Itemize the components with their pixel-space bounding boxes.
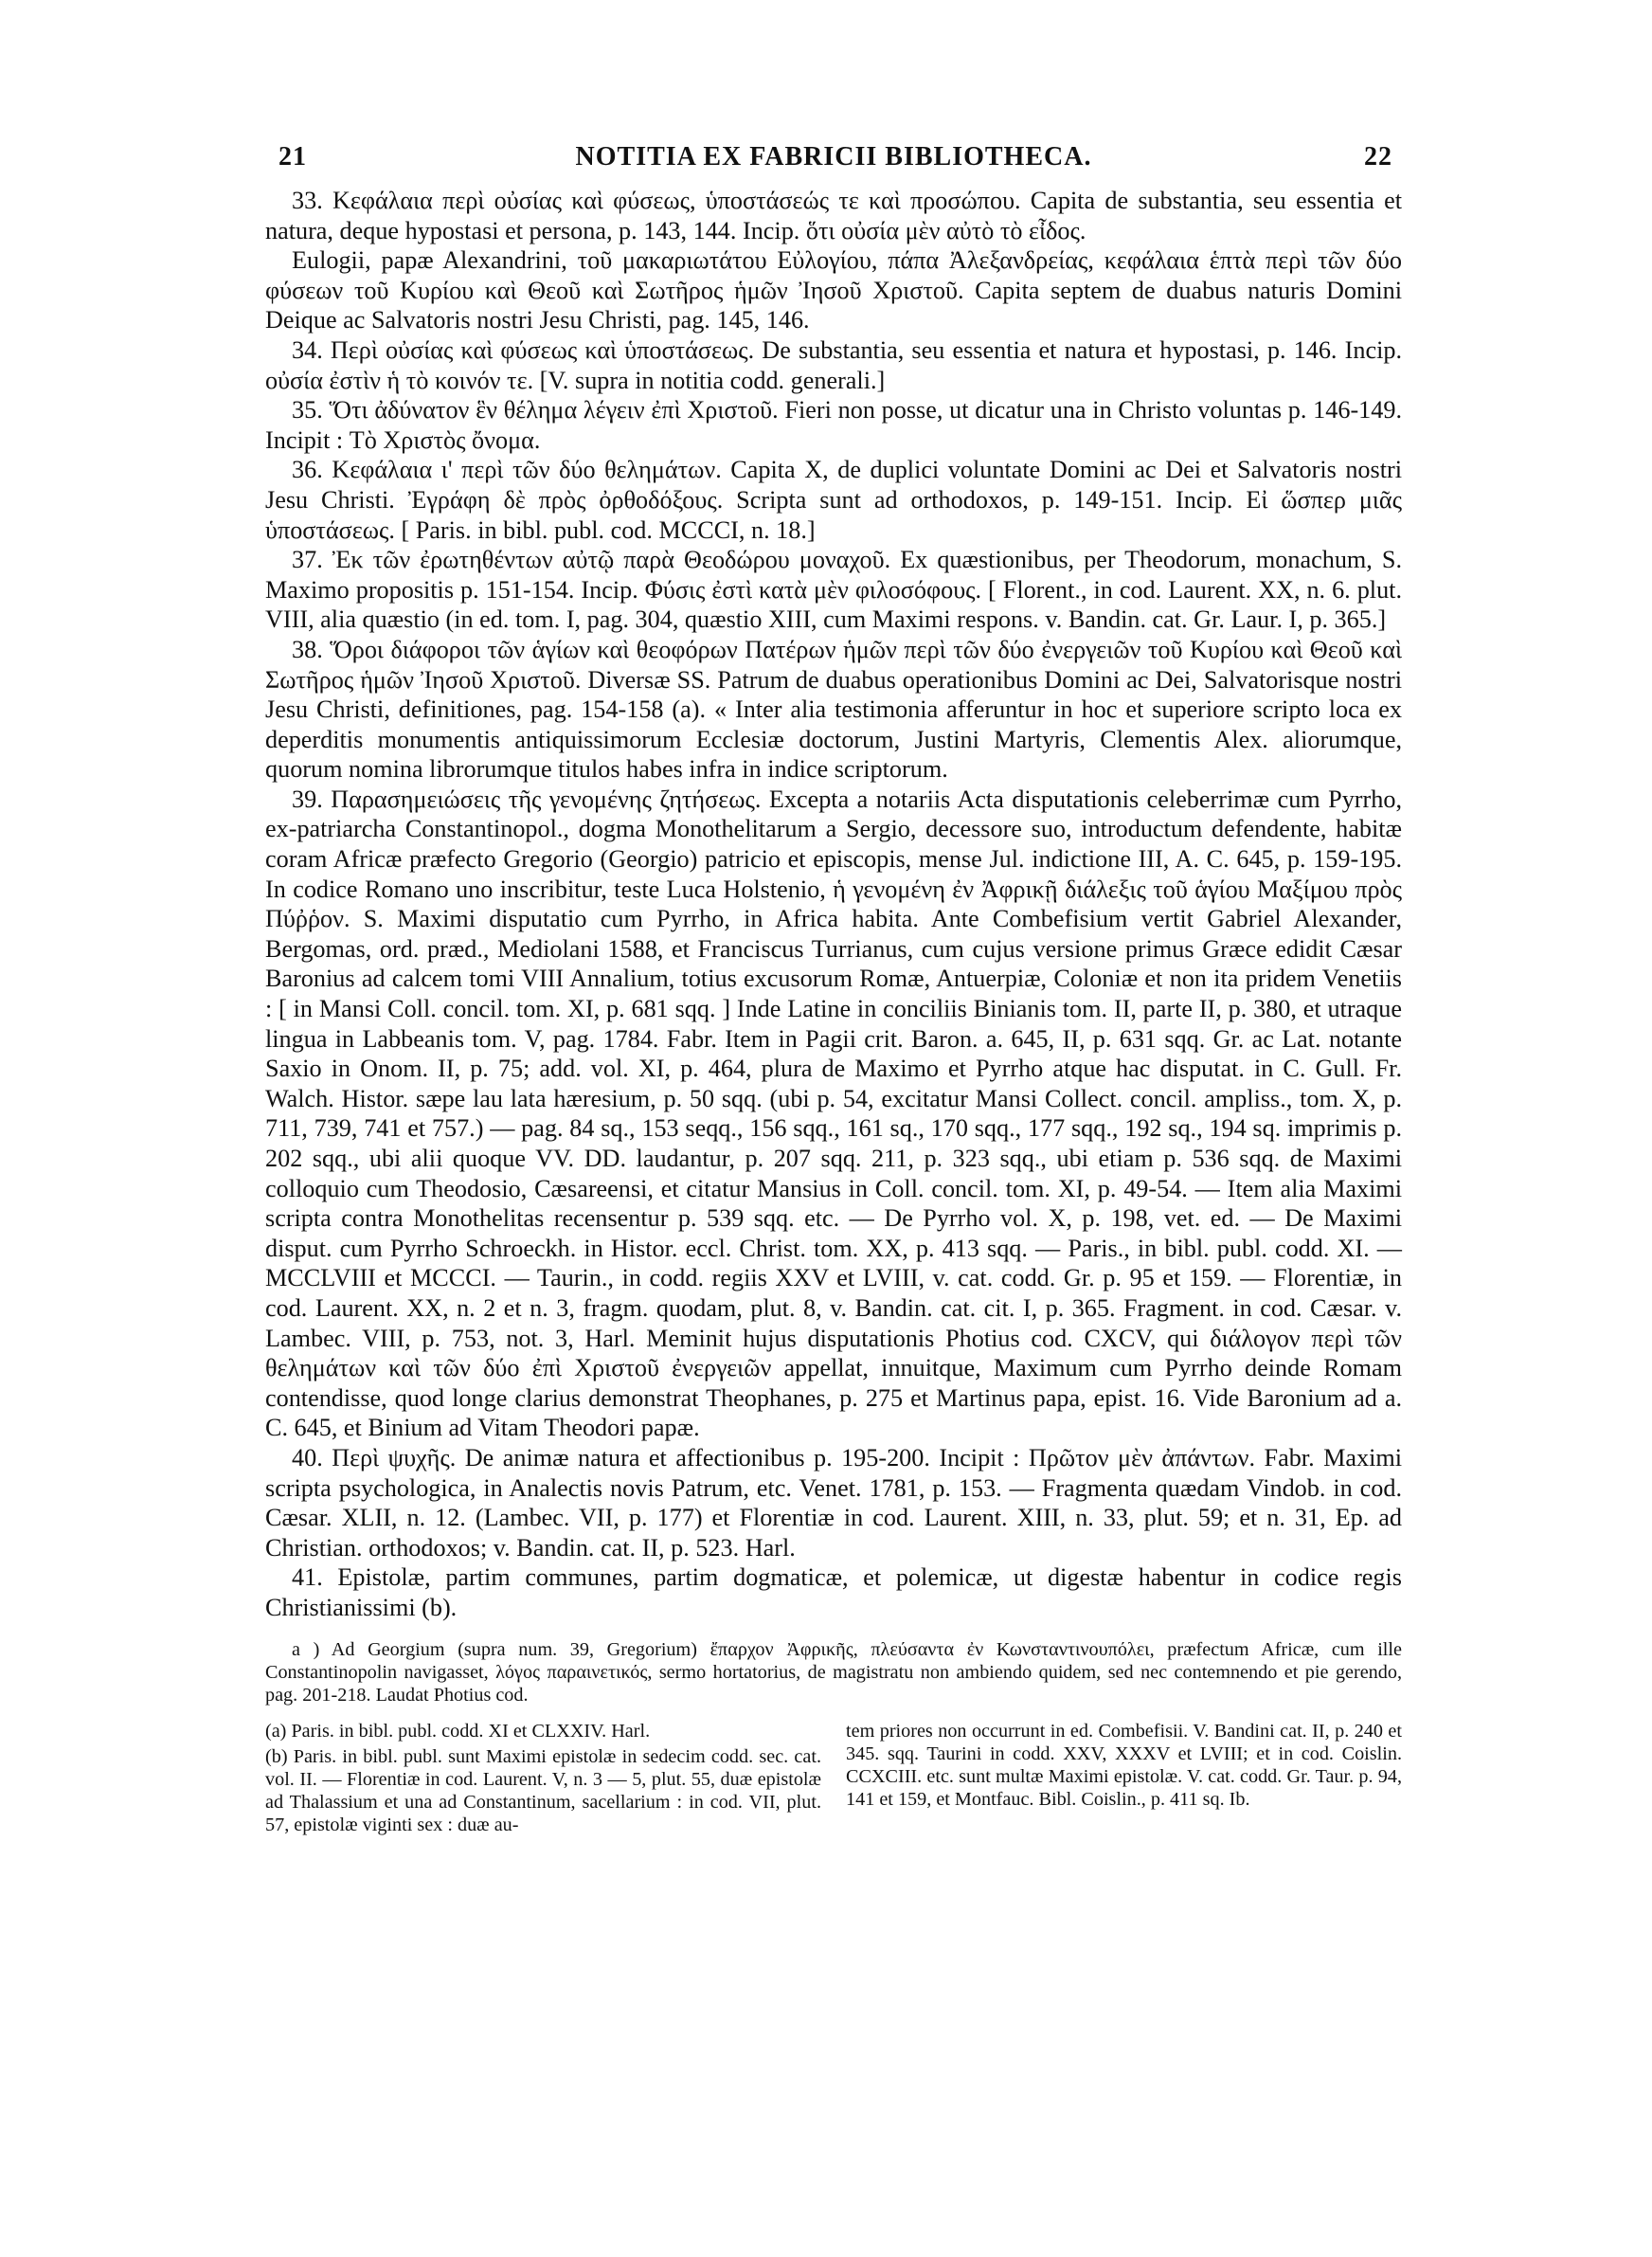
footnote-column-right bbox=[846, 1720, 1402, 1839]
paragraph-eulogii: Eulogii, papæ Alexandrini, τοῦ μακαριωτάτου Εὐλογίου, πάπα Ἀλεξανδρείας, κεφάλαια ἑπτὰ περὶ τῶν δύο φύσεων τοῦ Κυρίου καὶ Θεοῦ καὶ Σωτῆρος ἡμῶν Ἰησοῦ Χριστοῦ. Capita septem de duabus naturis Domini Deique ac Salvatoris nostri Jesu Christi, pag. 145, 146. bbox=[265, 246, 1402, 334]
paragraph-34: 34. Περὶ οὐσίας καὶ φύσεως καὶ ὑποστάσεως. De substantia, seu essentia et natura et hypostasi, p. 146. Incip. οὐσία ἐστὶν ἡ τὸ κοινόν τε. [V. supra in notitia codd. generali.] bbox=[265, 335, 1402, 394]
page-title: NOTITIA EX FABRICII BIBLIOTHECA. bbox=[575, 142, 1092, 172]
footnote-column-left bbox=[265, 1720, 821, 1839]
footnote-left-a: (a) Paris. in bibl. publ. codd. XI et CLXXIV. Harl. bbox=[265, 1720, 651, 1742]
paragraph-40: 40. Περὶ ψυχῆς. De animæ natura et affectionibus p. 195-200. Incipit : Πρῶτον μὲν ἀπάντων. Fabr. Maximi scripta psychologica, in Analectis novis Patrum, etc. Venet. 1781, p. 153. — Fragmenta quædam Vindob. in cod. Cæsar. XLII, n. 12. (Lambec. VII, p. 177) et Florentiæ in cod. Laurent. XIII, n. 33, plut. 59; et n. 31, Ep. ad Christian. orthodoxos; v. Bandin. cat. II, p. 523. Harl. bbox=[265, 1443, 1402, 1562]
main-text bbox=[265, 186, 1402, 1623]
paragraph-36: 36. Κεφάλαια ι' περὶ τῶν δύο θελημάτων. Capita X, de duplici voluntate Domini ac Dei et Salvatoris nostri Jesu Christi. Ἐγράφη δὲ πρὸς ὀρθοδόξους. Scripta sunt ad orthodoxos, p. 149-151. Incip. Εἰ ὥσπερ μιᾶς ὑποστάσεως. [ Paris. in bibl. publ. cod. MCCCI, n. 18.] bbox=[265, 456, 1402, 544]
paragraph-37: 37. Ἐκ τῶν ἐρωτηθέντων αὐτῷ παρὰ Θεοδώρου μοναχοῦ. Ex quæstionibus, per Theodorum, monachum, S. Maximo propositis p. 151-154. Incip. Φύσις ἐστὶ κατὰ μὲν φιλοσόφους. [ Florent., in cod. Laurent. XX, n. 6. plut. VIII, alia quæstio (in ed. tom. I, pag. 304, quæstio XIII, cum Maximi respons. v. Bandin. cat. Gr. Laur. I, p. 365.] bbox=[265, 546, 1402, 634]
footnote-left-b: (b) Paris. in bibl. publ. sunt Maximi epistolæ in sedecim codd. sec. cat. vol. II. — Florentiæ in cod. Laurent. V, n. 3 — 5, plut. 55, duæ epistolæ ad Thalassium et una ad Constantinum, sacellarium : in cod. VII, plut. 57, epistolæ viginti sex : duæ au- bbox=[265, 1745, 821, 1835]
footnote-right-continuation: tem priores non occurrunt in ed. Combefisii. V. Bandini cat. II, p. 240 et 345. sqq. Taurini in codd. XXV, XXXV et LVIII; et in cod. Coislin. CCXCIII. etc. sunt multæ Maximi epistolæ. V. cat. codd. Gr. Taur. p. 94, 141 et 159, et Montfauc. Bibl. Coislin., p. 411 sq. Ib. bbox=[846, 1720, 1402, 1810]
footnote-a-block bbox=[265, 1638, 1402, 1706]
paragraph-33: 33. Κεφάλαια περὶ οὐσίας καὶ φύσεως, ὑποστάσεώς τε καὶ προσώπου. Capita de substantia, seu essentia et natura, deque hypostasi et persona, p. 143, 144. Incip. ὅτι οὐσία μὲν αὐτὸ τὸ εἶδος. bbox=[265, 187, 1402, 244]
running-head bbox=[265, 142, 1402, 184]
paragraph-41: 41. Epistolæ, partim communes, partim dogmaticæ, et polemicæ, ut digestæ habentur in codice regis Christianissimi (b). bbox=[265, 1563, 1402, 1621]
page-number-left: 21 bbox=[278, 142, 307, 172]
paragraph-35: 35. Ὅτι ἀδύνατον ἓν θέλημα λέγειν ἐπὶ Χριστοῦ. Fieri non posse, ut dicatur una in Christo voluntas p. 146-149. Incipit : Τὸ Χριστὸς ὄνομα. bbox=[265, 396, 1402, 454]
document-page bbox=[265, 142, 1402, 1839]
paragraph-38: 38. Ὅροι διάφοροι τῶν ἁγίων καὶ θεοφόρων Πατέρων ἡμῶν περὶ τῶν δύο ἐνεργειῶν τοῦ Κυρίου καὶ Θεοῦ καὶ Σωτῆρος ἡμῶν Ἰησοῦ Χριστοῦ. Diversæ SS. Patrum de duabus operationibus Domini ac Dei, Salvatorisque nostri Jesu Christi, definitiones, pag. 154-158 (a). « Inter alia testimonia afferuntur in hoc et superiore scripto loca ex deperditis monumentis antiquissimorum Ecclesiæ doctorum, Justini Martyris, Clementis Alex. aliorumque, quorum nomina librorumque titulos habes infra in indice scriptorum. bbox=[265, 635, 1402, 784]
paragraph-39: 39. Παρασημειώσεις τῆς γενομένης ζητήσεως. Excepta a notariis Acta disputationis celeberrimæ cum Pyrrho, ex-patriarcha Constantinopol., dogma Monothelitarum a Sergio, decessore suo, introductum defendente, habitæ coram Africæ præfecto Gregorio (Georgio) patricio et episcopis, mense Jul. indictione III, A. C. 645, p. 159-195. In codice Romano uno inscribitur, teste Luca Holstenio, ἡ γενομένη ἐν Ἀφρικῇ διάλεξις τοῦ ἁγίου Μαξίμου πρὸς Πύῤῥον. S. Maximi disputatio cum Pyrrho, in Africa habita. Ante Combefisium vertit Gabriel Alexander, Bergomas, ord. præd., Mediolani 1588, et Franciscus Turrianus, cum cujus versione primus Græce edidit Cæsar Baronius ad calcem tomi VIII Annalium, totius excusorum Romæ, Antuerpiæ, Coloniæ et non ita pridem Venetiis : [ in Mansi Coll. concil. tom. XI, p. 681 sqq. ] Inde Latine in conciliis Binianis tom. II, parte II, p. 380, et utraque lingua in Labbeanis tom. V, pag. 1784. Fabr. Item in Pagii crit. Baron. a. 645, II, p. 631 sqq. Gr. ac Lat. notante Saxio in Onom. II, p. 75; add. vol. XI, p. 464, plura de Maximo et Pyrrho atque hac disputat. in C. Gull. Fr. Walch. Histor. sæpe lau lata hæresium, p. 50 sqq. (ubi p. 54, excitatur Mansi Collect. concil. ampliss., tom. X, p. 711, 739, 741 et 757.) — pag. 84 sq., 153 seqq., 156 sqq., 161 sq., 170 sqq., 177 sqq., 192 sq., 194 sq. imprimis p. 202 sqq., ubi alii quoque VV. DD. laudantur, p. 207 sqq. 211, p. 323 sqq., ubi etiam p. 536 sqq. de Maximi colloquio cum Theodosio, Cæsareensi, et citatur Mansius in Coll. concil. tom. XI, p. 49-54. — Item alia Maximi scripta contra Monothelitas recensentur p. 539 sqq. etc. — De Pyrrho vol. X, p. 198, vet. ed. — De Maximi disput. cum Pyrrho Schroeckh. in Histor. eccl. Christ. tom. XX, p. 413 sqq. — Paris., in bibl. publ. codd. XI. — MCCLVIII et MCCCI. — Taurin., in codd. regiis XXV et LVIII, v. cat. codd. Gr. p. 95 et 159. — Florentiæ, in cod. Laurent. XX, n. 2 et n. 3, fragm. quodam, plut. 8, v. Bandin. cat. cit. I, p. 365. Fragment. in cod. Cæsar. v. Lambec. VIII, p. 753, not. 3, Harl. Meminit hujus disputationis Photius cod. CXCV, qui διάλογον περὶ τῶν θελημάτων καὶ τῶν δύο ἐπὶ Χριστοῦ ἐνεργειῶν appellat, innuitque, Maximum cum Pyrrho deinde Romam contendisse, quod longe clarius demonstrat Theophanes, p. 275 et Martinus papa, epist. 16. Vide Baronium ad a. C. 645, et Binium ad Vitam Theodori papæ. bbox=[265, 785, 1402, 1442]
footnote-a: a ) Ad Georgium (supra num. 39, Gregorium) ἔπαρχον Ἀφρικῆς, πλεύσαντα ἐν Κωνσταντινουπόλει, præfectum Africæ, cum ille Constantinopolin navigasset, λόγος παραινετικός, sermo hortatorius, de magistratu non ambiendo quidem, sed nec contemnendo et pie gerendo, pag. 201-218. Laudat Photius cod. bbox=[265, 1638, 1402, 1706]
footnote-columns bbox=[265, 1720, 1402, 1839]
page-number-right: 22 bbox=[1364, 142, 1392, 172]
